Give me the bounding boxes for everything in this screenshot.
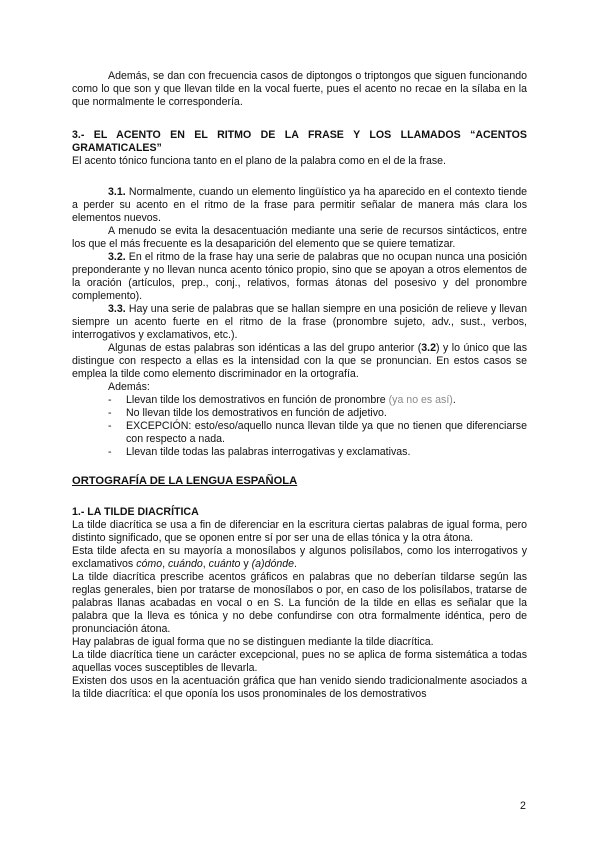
tilde-p2-start: Esta tilde afecta en su mayoría a monosílabos y algunos polisílabos, como los interrogativos y exclamativos: [72, 545, 527, 570]
word-cuanto: cuánto: [208, 558, 241, 570]
section-3-3-number: 3.3.: [108, 303, 126, 315]
list-item-note: (ya no es así): [388, 394, 453, 406]
rules-list: [72, 394, 527, 459]
ademas-label: Además:: [108, 381, 150, 393]
tilde-paragraph-5: La tilde diacrítica tiene un carácter excepcional, pues no se aplica de forma sistemática a todas aquellas voces susceptibles de llevarla.: [72, 649, 527, 674]
section-3-heading: 3.- EL ACENTO EN EL RITMO DE LA FRASE Y LOS LLAMADOS “ACENTOS GRAMATICALES”: [72, 129, 527, 154]
section-3-3-p2-end: ) y lo único que las distingue con respecto a ellas es la intensidad con la que se pronuncian. En estos casos se emplea la tilde como elemento discriminador en la ortografía.: [72, 342, 527, 380]
tilde-diacritica-heading: 1.- LA TILDE DIACRÍTICA: [72, 506, 199, 518]
tilde-paragraph-2: Esta tilde afecta en su mayoría a monosílabos y algunos polisílabos, como los interrogativos y exclamativos cómo, cuándo, cuánto y (a)dónde.: [72, 545, 527, 570]
section-ref-3-2: 3.2: [421, 342, 436, 354]
section-3-1-number: 3.1.: [108, 186, 126, 198]
tilde-p2-end: .: [294, 558, 297, 570]
section-3-1-paragraph-2: A menudo se evita la desacentuación mediante una serie de recursos sintácticos, entre los que el más frecuente es la desaparición del elemento que se quiere tematizar.: [72, 225, 527, 250]
list-item: [108, 420, 527, 446]
tilde-paragraph-4: Hay palabras de igual forma que no se distinguen mediante la tilde diacrítica.: [72, 636, 434, 648]
word-cuando: cuándo: [167, 558, 203, 570]
tilde-paragraph-6: Existen dos usos en la acentuación gráfica que han venido siendo tradicionalmente asociados a la tilde diacrítica: el que oponía los usos pronominales de los demostrativos: [72, 675, 527, 700]
section-3-3-p2-start: Algunas de estas palabras son idénticas a las del grupo anterior (: [108, 342, 422, 354]
list-item-text: Llevan tilde los demostrativos en función de pronombre: [126, 394, 389, 406]
section-3-2-number: 3.2.: [108, 251, 126, 263]
ortografia-heading: ORTOGRAFÍA DE LA LENGUA ESPAÑOLA: [72, 475, 298, 487]
section-3-lead: El acento tónico funciona tanto en el plano de la palabra como en el de la frase.: [72, 155, 446, 167]
tilde-paragraph-3: La tilde diacrítica prescribe acentos gráficos en palabras que no deberían tildarse según las reglas generales, bien por tratarse de monosílabos o por, en caso de los polisílabos, tratarse de palabras llanas acabadas en vocal o en S. La función de la tilde en ellas es señalar que la palabra que la lleva es tónica y no debe confundirse con otra formalmente idéntica, pero de pronunciación átona.: [72, 571, 527, 635]
page-number: 2: [520, 800, 526, 812]
section-3-3-text: Hay una serie de palabras que se hallan siempre en una posición de relieve y llevan siempre un acento fuerte en el ritmo de la frase (pronombre sujeto, adv., sust., verbos, interrogativos y exclamativos, etc.).: [72, 303, 527, 341]
section-3-3-paragraph: [72, 303, 527, 342]
list-item-tail: .: [452, 394, 456, 406]
list-item: [108, 407, 527, 420]
paragraph-intro: Además, se dan con frecuencia casos de diptongos o triptongos que siguen funcionando como lo que son y que llevan tilde en la vocal fuerte, pues el acento no recae en la sílaba en la que normalmente le correspondería.: [72, 70, 527, 108]
page-content: [72, 70, 527, 701]
list-item-text: No llevan tilde los demostrativos en función de adjetivo.: [126, 407, 387, 419]
list-item: [108, 446, 527, 459]
section-3-1-text: Normalmente, cuando un elemento lingüístico ya ha aparecido en el contexto tiende a perder su acento en el ritmo de la frase para permitir señalar de manera más clara los elementos nuevos.: [72, 186, 527, 224]
tilde-p2-y: y: [240, 558, 252, 570]
word-adonde: (a)dónde: [251, 558, 295, 570]
tilde-paragraph-1: La tilde diacrítica se usa a fin de diferenciar en la escritura ciertas palabras de igual forma, pero distinto significado, que se oponen entre sí por ser una de ellas tónica y la otra átona.: [72, 519, 527, 544]
list-item-text: EXCEPCIÓN: esto/eso/aquello nunca llevan tilde ya que no tienen que diferenciarse con respecto a nada.: [126, 420, 527, 445]
section-3-1-paragraph: [72, 186, 527, 225]
list-item-text: Llevan tilde todas las palabras interrogativas y exclamativas.: [126, 446, 411, 458]
section-3-2-text: En el ritmo de la frase hay una serie de palabras que no ocupan nunca una posición preponderante y no llevan nunca acento tónico propio, sino que se apoyan a otros elementos de la oración (artículos, prep., conj., relativos, formas átonas del posesivo y del pronombre complemento).: [72, 251, 527, 302]
list-item: [108, 394, 527, 407]
section-3-3-paragraph-2: [72, 342, 527, 381]
word-como: cómo: [136, 558, 163, 570]
section-3-2-paragraph: [72, 251, 527, 303]
